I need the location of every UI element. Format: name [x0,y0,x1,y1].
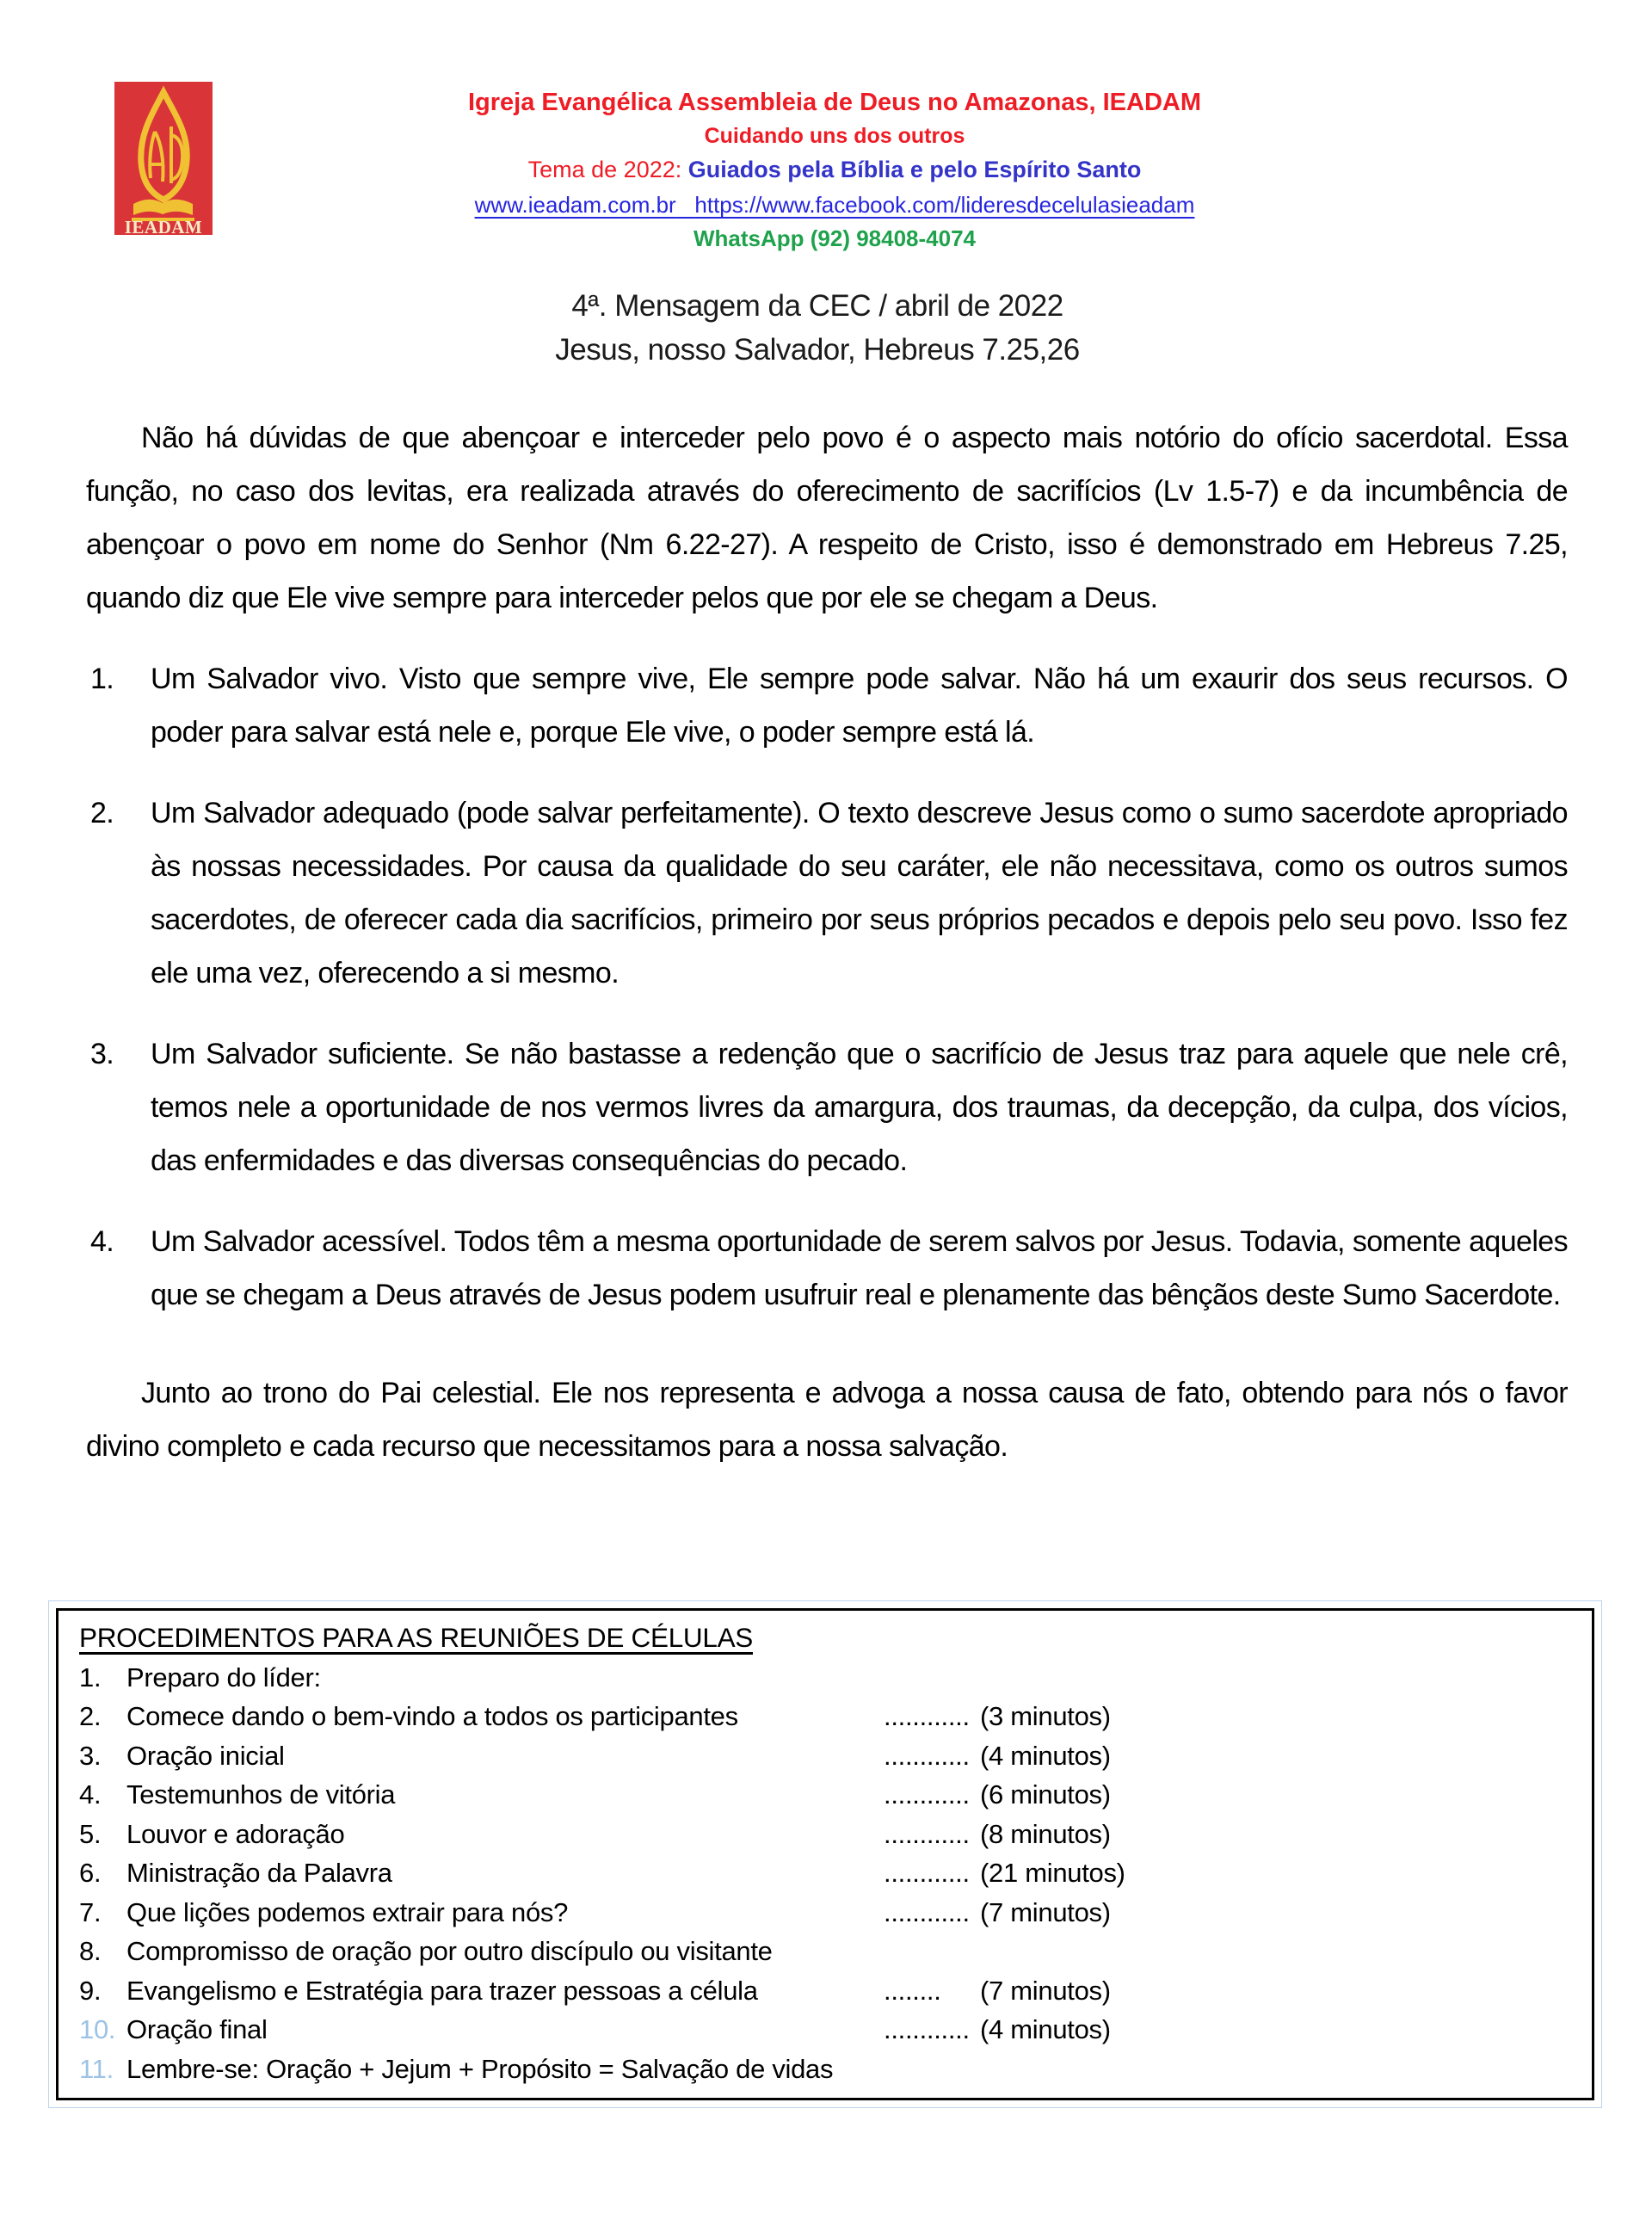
theme-value: Guiados pela Bíblia e pelo Espírito Santo [687,157,1142,182]
item-text: Um Salvador adequado (pode salvar perfeitamente). O texto descreve Jesus como o sumo sacerdote apropriado às nossas necessidades. Por causa da qualidade do seu caráter, ele não necessitava, como os outros sumos sacerdotes, de oferecer cada dia sacrifícios, primeiro por seus próprios pecados e depois pelo seu povo. Isso fez ele uma vez, oferecendo a si mesmo. [151,797,1568,990]
item-number: 1. [90,663,114,695]
church-name: Igreja Evangélica Assembleia de Deus no Amazonas, IEADAM [467,89,1202,116]
item-text: Um Salvador vivo. Visto que sempre vive, Ele sempre pode salvar. Não há um exaurir dos seus recursos. O poder para salvar está nele e, porque Ele vive, o poder sempre está lá. [151,663,1568,749]
numbered-item [86,652,1568,759]
dots-leader: ............ [884,1701,970,1731]
theme-label: Tema de 2022: [527,157,688,182]
item-number: 2. [90,797,114,829]
procedure-time: (4 minutos) [980,2014,1111,2044]
procedures-box [56,1608,1594,2100]
procedure-time: (7 minutos) [980,1975,1111,2006]
procedure-time: (4 minutos) [980,1740,1111,1771]
dots-leader: ............ [884,1818,970,1849]
procedure-label: Testemunhos de vitória [126,1779,396,1810]
procedure-time: (21 minutos) [980,1858,1125,1888]
document-body [86,411,1568,1501]
church-motto: Cuidando uns dos outros [704,124,965,148]
procedure-row [79,1815,1576,1854]
closing-paragraph: Junto ao trono do Pai celestial. Ele nos representa e advoga a nossa causa de fato, obtendo para nós o favor divino completo e cada recurso que necessitamos para a nossa salvação. [86,1377,1568,1463]
procedure-time: (6 minutos) [980,1779,1111,1810]
letterhead [103,86,1566,256]
title-line-1: 4ª. Mensagem da CEC / abril de 2022 [571,289,1063,323]
procedure-label: Preparo do líder: [126,1662,321,1692]
procedure-row [79,2010,1576,2050]
procedure-row [79,1697,1576,1736]
dots-leader: ............ [884,1896,970,1927]
procedure-label: Lembre-se: Oração + Jejum + Propósito = Salvação de vidas [126,2053,834,2084]
procedures-box-outer [48,1600,1602,2108]
whatsapp-number: WhatsApp (92) 98408-4074 [693,225,977,251]
dots-leader: ............ [884,1740,970,1771]
numbered-item [86,1215,1568,1322]
dots-leader: ............ [884,1858,970,1888]
procedure-number: 4. [79,1779,102,1810]
numbered-item [86,1027,1568,1187]
procedure-number: 9. [79,1975,102,2006]
procedure-number: 2. [79,1701,102,1731]
numbered-item [86,786,1568,1000]
procedure-label: Ministração da Palavra [126,1858,392,1888]
intro-paragraph: Não há dúvidas de que abençoar e interceder pelo povo é o aspecto mais notório do ofício sacerdotal. Essa função, no caso dos levitas, era realizada através do oferecimento de sacrifícios (Lv 1.5-7) e da incumbência de abençoar o povo em nome do Senhor (Nm 6.22-27). A respeito de Cristo, isso é demonstrado em Hebreus 7.25, quando diz que Ele vive sempre para interceder pelos que por ele se chegam a Deus. [86,422,1568,614]
procedure-label: Louvor e adoração [126,1818,345,1849]
procedure-row [79,1853,1576,1893]
procedure-label: Compromisso de oração por outro discípulo ou visitante [126,1936,773,1966]
procedure-number: 8. [79,1936,102,1966]
procedure-time: (8 minutos) [980,1818,1111,1849]
procedure-number: 1. [79,1662,102,1692]
dots-leader: ............ [884,1779,970,1810]
procedure-number: 3. [79,1740,102,1771]
procedure-row [79,1932,1576,1971]
logo-text: IEADAM [124,217,203,235]
procedure-label: Oração inicial [126,1740,285,1771]
procedure-label: Evangelismo e Estratégia para trazer pessoas a célula [126,1975,758,2006]
procedures-list [79,1658,1576,2089]
procedure-row [79,2050,1576,2089]
numbered-list [86,652,1568,1322]
theme-line [103,152,1566,188]
procedures-heading: PROCEDIMENTOS PARA AS REUNIÕES DE CÉLULAS [79,1622,753,1653]
item-text: Um Salvador acessível. Todos têm a mesma oportunidade de serem salvos por Jesus. Todavia, somente aqueles que se chegam a Deus através de Jesus podem usufruir real e plenamente das bênçãos deste Sumo Sacerdote. [151,1225,1568,1311]
procedure-number: 5. [79,1818,102,1849]
procedure-label: Oração final [126,2014,268,2044]
dots-leader: ............ [884,2014,970,2044]
procedure-number: 10. [79,2014,116,2044]
item-number: 3. [90,1038,114,1070]
procedure-row [79,1893,1576,1933]
procedure-row [79,1736,1576,1776]
item-number: 4. [90,1225,114,1258]
procedure-label: Que lições podemos extrair para nós? [126,1896,569,1927]
procedure-row [79,1658,1576,1698]
procedure-time: (3 minutos) [980,1701,1111,1731]
document-title [0,284,1635,372]
website-link[interactable]: www.ieadam.com.br [474,192,676,218]
procedure-row [79,1971,1576,2011]
links-line [103,188,1566,222]
facebook-link[interactable]: https://www.facebook.com/lideresdecelulasieadam [694,192,1195,218]
item-text: Um Salvador suficiente. Se não bastasse a redenção que o sacrifício de Jesus traz para aquele que nele crê, temos nele a oportunidade de nos vermos livres da amargura, dos traumas, da decepção, da culpa, dos vícios, das enfermidades e das diversas consequências do pecado. [151,1038,1568,1177]
title-line-2: Jesus, nosso Salvador, Hebreus 7.25,26 [555,333,1080,367]
procedure-number: 7. [79,1896,102,1927]
procedure-row [79,1775,1576,1815]
procedure-label: Comece dando o bem-vindo a todos os participantes [126,1701,738,1731]
dots-leader: ........ [884,1975,941,2006]
procedure-time: (7 minutos) [980,1896,1111,1927]
procedure-number: 6. [79,1858,102,1888]
procedure-number: 11. [79,2053,114,2084]
